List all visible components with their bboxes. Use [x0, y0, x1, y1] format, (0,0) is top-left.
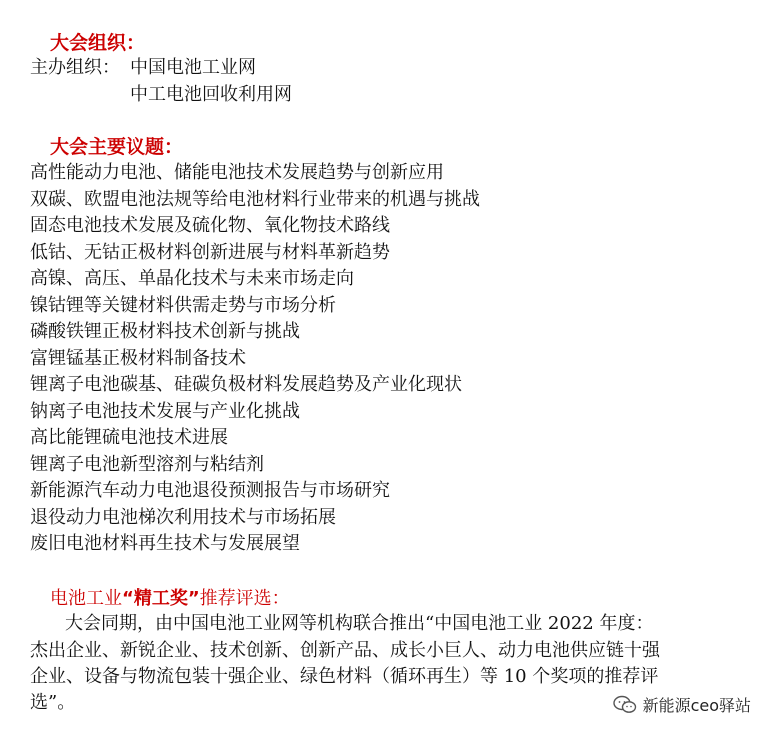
watermark-text: 新能源ceo驿站	[642, 696, 751, 715]
topic-item: 锂离子电池新型溶剂与粘结剂	[30, 454, 264, 475]
topic-item: 新能源汽车动力电池退役预测报告与市场研究	[30, 480, 390, 501]
award-paragraph-line: 杰出企业、新锐企业、技术创新、创新产品、成长小巨人、动力电池供应链十强	[30, 640, 660, 661]
topic-item: 低钴、无钴正极材料创新进展与材料革新趋势	[30, 242, 390, 263]
award-paragraph-line: 选”。	[30, 692, 76, 713]
topic-item: 高比能锂硫电池技术进展	[30, 427, 228, 448]
topic-item: 双碳、欧盟电池法规等给电池材料行业带来的机遇与挑战	[30, 189, 480, 210]
topic-item: 锂离子电池碳基、硅碳负极材料发展趋势及产业化现状	[30, 374, 462, 395]
topic-item: 退役动力电池梯次利用技术与市场拓展	[30, 507, 336, 528]
award-paragraph-line: 企业、设备与物流包装十强企业、绿色材料（循环再生）等 10 个奖项的推荐评	[30, 666, 659, 687]
wechat-icon	[613, 695, 637, 715]
topic-item: 钠离子电池技术发展与产业化挑战	[30, 401, 300, 422]
topic-item: 高镍、高压、单晶化技术与未来市场走向	[30, 268, 354, 289]
topic-item: 高性能动力电池、储能电池技术发展趋势与创新应用	[30, 162, 444, 183]
organizer-1: 中国电池工业网	[130, 57, 256, 78]
award-title-name: “精工奖”	[122, 588, 200, 609]
watermark	[613, 693, 751, 716]
award-title	[50, 588, 290, 610]
topics-title: 大会主要议题：	[50, 136, 184, 158]
topic-item: 废旧电池材料再生技术与发展展望	[30, 533, 300, 554]
topic-item: 磷酸铁锂正极材料技术创新与挑战	[30, 321, 300, 342]
organizer-2: 中工电池回收利用网	[130, 84, 292, 105]
topic-item: 富锂锰基正极材料制备技术	[30, 348, 246, 369]
award-paragraph-line: 大会同期，由中国电池工业网等机构联合推出“中国电池工业 2022 年度：	[65, 613, 654, 634]
topic-item: 固态电池技术发展及硫化物、氧化物技术路线	[30, 215, 390, 236]
organizers-title: 大会组织：	[50, 32, 146, 54]
award-title-suffix: 推荐评选：	[199, 588, 290, 609]
award-title-prefix: 电池工业	[50, 588, 122, 609]
organizer-label: 主办组织：	[30, 57, 120, 78]
topic-item: 镍钴锂等关键材料供需走势与市场分析	[30, 295, 336, 316]
